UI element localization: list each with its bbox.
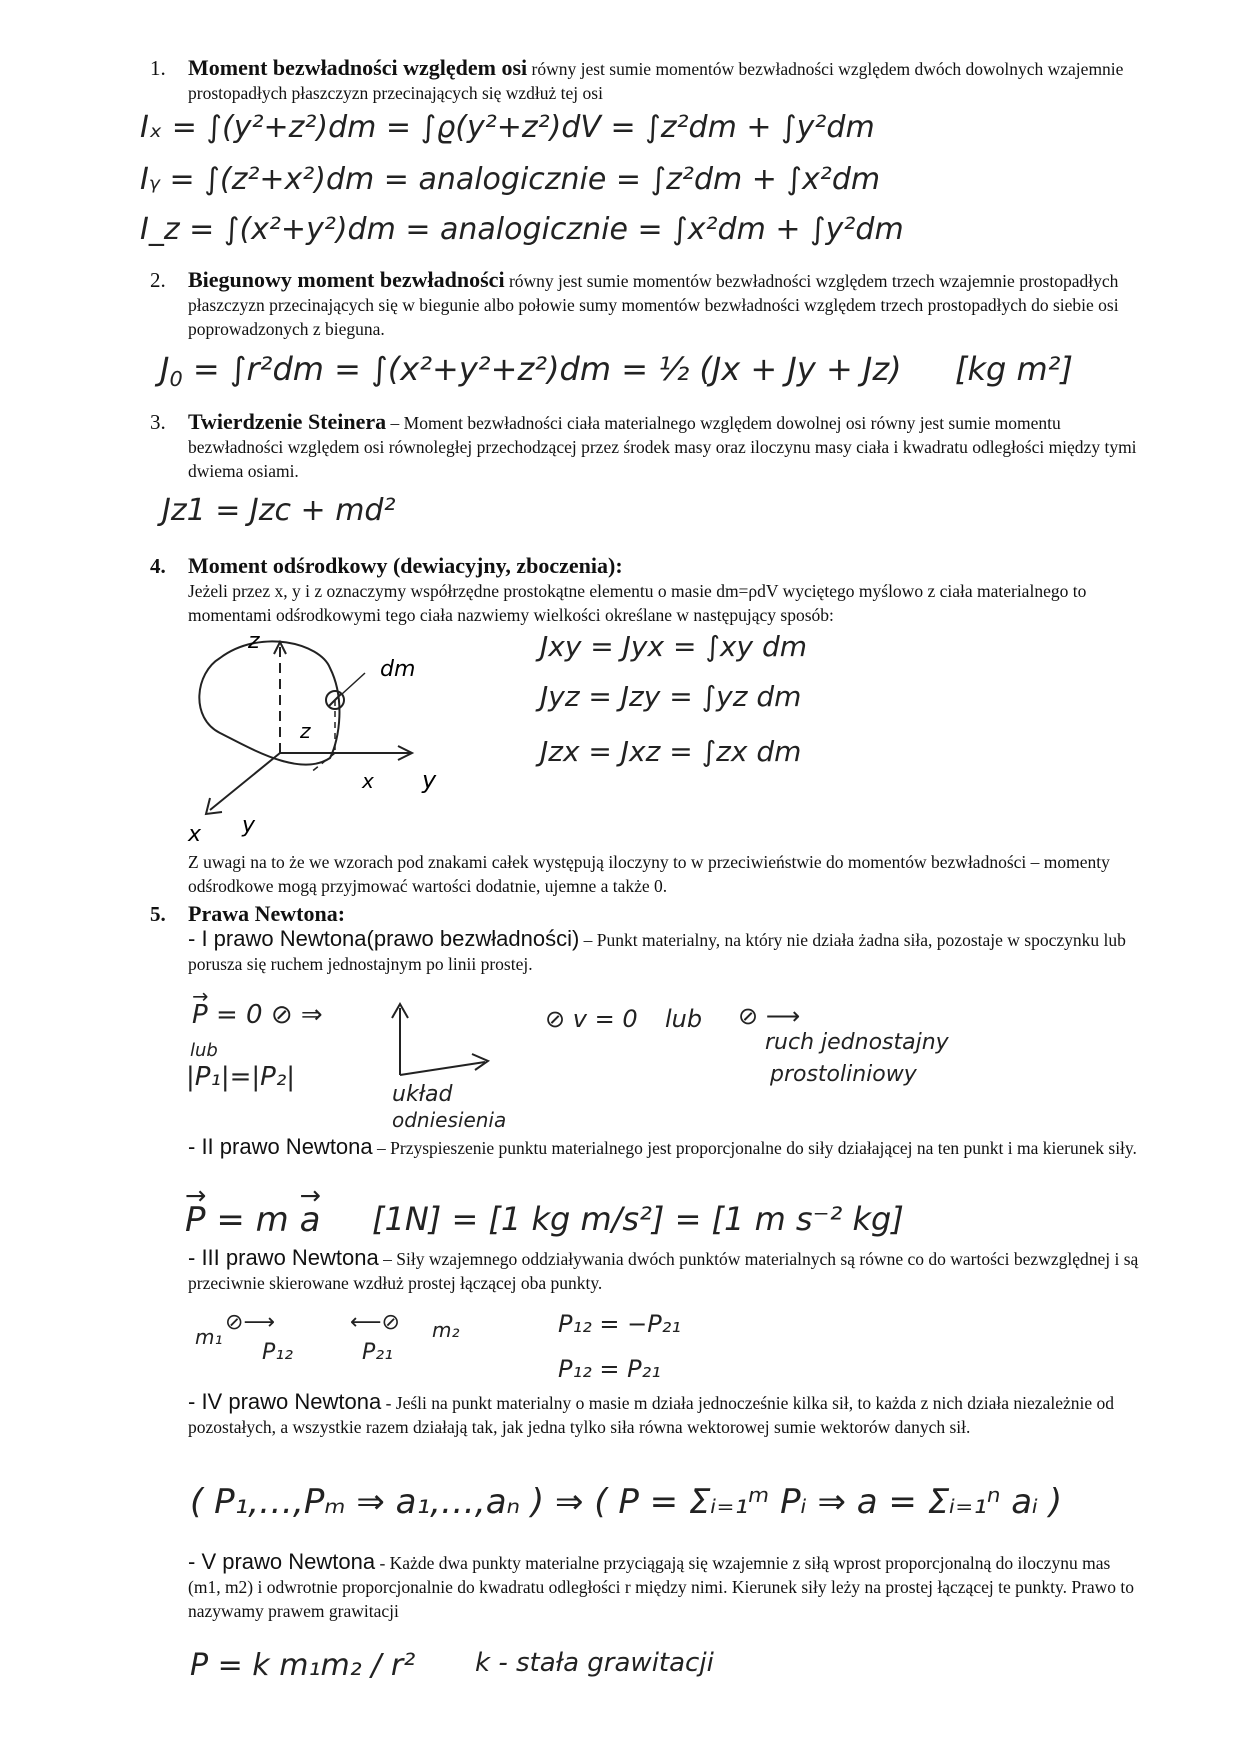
section-text: Prawa Newtona: - I prawo Newtona(prawo bezwładności) – Punkt materialny, na który nie działa żadna siła, pozostaje w spoczynku lub porusza się ruchem jednostajnym po linii prostej. <box>188 901 1126 974</box>
formula-jxy: Jxy = Jyx = ∫xy dm <box>540 630 807 663</box>
law1-uklad: układ <box>392 1082 453 1107</box>
law3-p12: P₁₂ <box>262 1340 293 1365</box>
label-x: x <box>188 822 202 846</box>
formula-j0: $J_0 = \int r^2dm = \int(x^2+y^2+z^2)dm$ = ½ (Jx + Jy + Jz) <box>160 350 902 392</box>
law3-m1: m₁ <box>195 1325 223 1349</box>
formula-gravity: P = k m₁m₂ / r² <box>190 1648 416 1683</box>
law2-name: - II prawo Newtona <box>188 1134 373 1159</box>
section-number: 1. <box>150 56 166 80</box>
law1-prostoliniowy: prostoliniowy <box>770 1062 917 1087</box>
section-text: Moment bezwładności względem osi równy jest sumie momentów bezwładności względem dwóch dowolnych wzajemnie prostopadłych płaszczyzn przecinających się wzdłuż tej osi <box>188 55 1124 103</box>
law3-name: - III prawo Newtona <box>188 1245 379 1270</box>
section-3 <box>150 410 1140 483</box>
law1-lub2: lub <box>665 1005 703 1033</box>
law3-eq1: P₁₂ = −P₂₁ <box>558 1310 681 1338</box>
gravity-constant-note: k - stała grawitacji <box>475 1648 714 1678</box>
unit-kgm2: [kg m²] <box>955 350 1073 388</box>
section-title: Biegunowy moment bezwładności <box>188 267 505 292</box>
label-y-coord: y <box>242 813 256 838</box>
reference-frame-sketch <box>380 1000 500 1090</box>
body-outline <box>199 641 339 764</box>
formula-newton4: ( P₁,…,Pₘ ⇒ a₁,…,aₙ ) ⇒ ( P = Σᵢ₌₁ᵐ Pᵢ ⇒ a = Σᵢ₌₁ⁿ aᵢ ) <box>190 1482 1063 1522</box>
x-axis <box>210 753 280 810</box>
law5-name: - V prawo Newtona <box>188 1549 376 1574</box>
law3-point2: ⟵⊘ <box>350 1310 400 1335</box>
law2: - II prawo Newtona – Przyspieszenie punktu materialnego jest proporcjonalne do siły działającej na ten punkt i ma kierunek siły. <box>188 1134 1137 1159</box>
law3-m2: m₂ <box>432 1318 460 1342</box>
section-text: Moment odśrodkowy (dewiacyjny, zboczenia): Jeżeli przez x, y i z oznaczymy współrzędne prostokątne elementu o masie dm=ρdV wyciętego myślowo z ciała materialnego to momentami odśrodkowymi tego ciała nazwiemy wielkości określane w następujący sposób: <box>188 553 1087 625</box>
formula-jyz: Jyz = Jzy = ∫yz dm <box>540 680 802 713</box>
section-title: Prawa Newtona: <box>188 901 346 926</box>
section-number: 4. <box>150 554 166 578</box>
section-1 <box>150 56 1140 105</box>
law5: - V prawo Newtona - Każde dwa punkty materialne przyciągają się wzajemnie z siłą wprost proporcjonalną do iloczynu mas (m1, m2) i odwrotnie proporcjonalnie do kwadratu odległości r między nimi. Kierunek siły leży na prostej łączącej te punkty. Prawo to nazywamy prawem grawitacji <box>188 1549 1135 1621</box>
law1-p-zero: → P = 0 ⊘ ⇒ <box>192 1000 323 1030</box>
law1-name: - I prawo Newtona(prawo bezwładności) <box>188 926 580 951</box>
law1-ruch: ruch jednostajny <box>765 1030 949 1055</box>
section-4-note: Z uwagi na to że we wzorach pod znakami całek występują iloczyny to w przeciwieństwie do momentów bezwładności – momenty odśrodkowe mogą przyjmować wartości dodatnie, ujemne a także 0. <box>188 852 1110 896</box>
section-number: 2. <box>150 268 166 292</box>
section-number: 5. <box>150 902 166 926</box>
law1-odniesienia: odniesienia <box>392 1108 507 1132</box>
law1-v-zero: ⊘ v = 0 <box>545 1005 638 1033</box>
law3: - III prawo Newtona – Siły wzajemnego oddziaływania dwóch punktów materialnych są równe co do wartości bezwzględnej i są przeciwnie skierowane wzdłuż prostej łączącej oba punkty. <box>188 1245 1139 1293</box>
law1-lub: lub <box>190 1040 218 1061</box>
formula-ix: Iₓ = ∫(y²+z²)dm = ∫ϱ(y²+z²)dV = ∫z²dm + ∫y²dm <box>140 110 875 145</box>
law1-moving-point: ⊘ ⟶ <box>738 1002 801 1030</box>
label-z: z <box>248 629 260 654</box>
section-2 <box>150 268 1140 341</box>
formula-iy: Iᵧ = ∫(z²+x²)dm = analogicznie = ∫z²dm + ∫x²dm <box>140 162 881 197</box>
law3-p21: P₂₁ <box>362 1340 393 1365</box>
section-number: 3. <box>150 410 166 434</box>
label-dm: dm <box>380 657 416 682</box>
label-z-coord: z <box>300 719 311 743</box>
formula-newton2: → P = m → a <box>185 1200 320 1240</box>
law3-point1: ⊘⟶ <box>225 1310 275 1335</box>
coordinate-diagram <box>180 628 460 846</box>
section-title: Moment odśrodkowy (dewiacyjny, zboczenia): <box>188 553 623 578</box>
section-text: Biegunowy moment bezwładności równy jest sumie momentów bezwładności względem trzech wzajemnie prostopadłych płaszczyzn przecinających się w biegunie albo połowie sumy momentów bezwładności względem trzech prostopadłych do siebie osi poprowadzonych z bieguna. <box>188 267 1119 339</box>
section-text: Twierdzenie Steinera – Moment bezwładności ciała materialnego względem dowolnej osi równy jest sumie momentu bezwładności względem osi równoległej przechodzącej przez środek masy oraz iloczynu masy ciała i kwadratu odległości między tymi dwiema osiami. <box>188 409 1137 481</box>
formula-steiner: Jz1 = Jzc + md² <box>162 493 396 528</box>
label-x-coord: x <box>362 769 374 793</box>
law1-p-equal: |P₁|=|P₂| <box>186 1062 296 1092</box>
formula-iz: I_z = ∫(x²+y²)dm = analogicznie = ∫x²dm + ∫y²dm <box>140 212 904 247</box>
law4: - IV prawo Newtona - Jeśli na punkt materialny o masie m działa jednocześnie kilka sił, to każda z nich działa niezależnie od pozostałych, a wszystkie razem działają tak, jak jedna tylko siła równa wektorowej sumie wektorów danych sił. <box>188 1389 1114 1437</box>
section-4 <box>150 554 1140 627</box>
section-title: Twierdzenie Steinera <box>188 409 387 434</box>
section-title: Moment bezwładności względem osi <box>188 55 528 80</box>
formula-newton2-unit: [1N] = [1 kg m/s²] = [1 m s⁻² kg] <box>372 1200 904 1238</box>
formula-jzx: Jzx = Jxz = ∫zx dm <box>540 735 802 768</box>
law3-eq2: P₁₂ = P₂₁ <box>558 1355 661 1383</box>
label-y: y <box>422 766 437 794</box>
law4-name: - IV prawo Newtona <box>188 1389 382 1414</box>
section-5 <box>150 902 1140 976</box>
